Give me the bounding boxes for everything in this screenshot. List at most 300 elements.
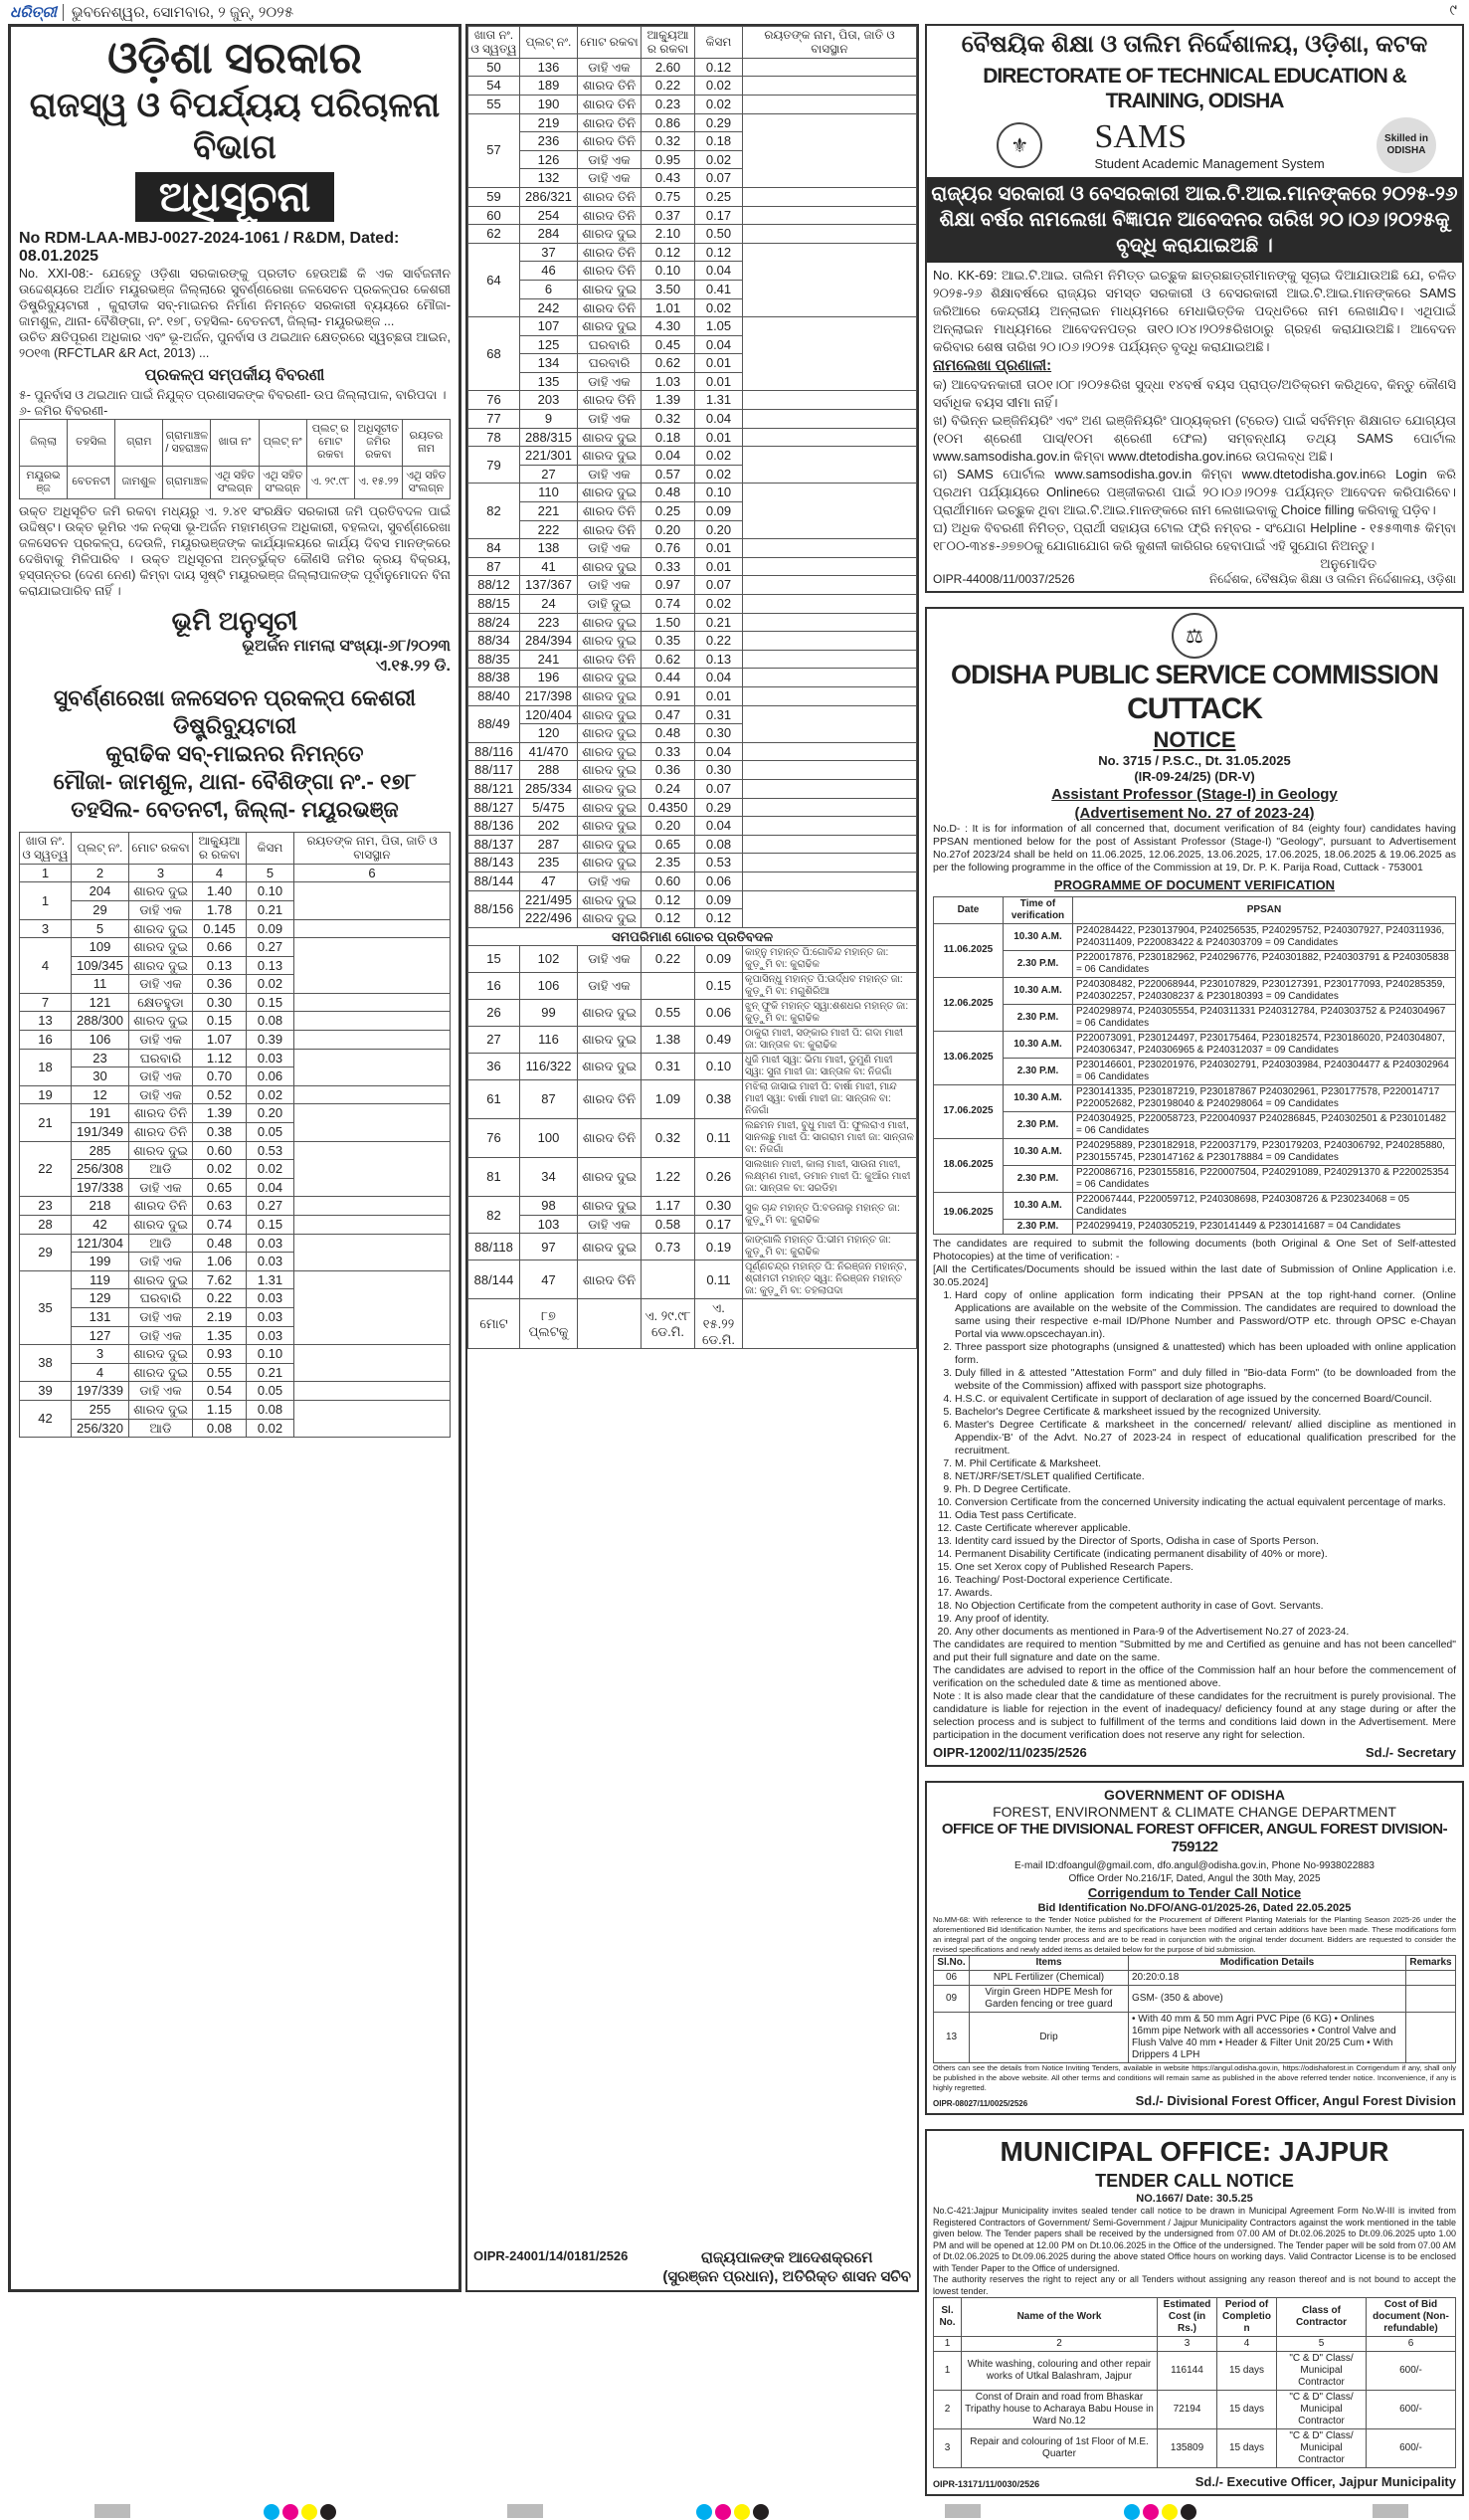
total-area: 0.30	[193, 993, 247, 1012]
plot-number: 126	[520, 150, 578, 169]
land-type: ଶାରଦ ତିନି	[578, 206, 642, 225]
khata-number: 19	[20, 1085, 72, 1104]
owner-details	[294, 1234, 451, 1270]
acquired-area: 0.30	[695, 1197, 743, 1216]
table-cell: "C & D" Class/ Municipal Contractor	[1277, 2429, 1367, 2468]
acquired-area: 0.11	[695, 1119, 743, 1158]
column-number: 6	[294, 864, 451, 882]
plot-number: 191	[72, 1104, 129, 1123]
owner-details	[743, 206, 917, 225]
ppsan-list: P240295889, P230182918, P220037179, P230179203, P240306792, P240285880, P230155745, P230147162 & P230178884 = 09 Candidates	[1073, 1138, 1456, 1165]
forest-corrigendum	[925, 1781, 1464, 2115]
table-row	[20, 1400, 451, 1419]
acquired-area: 0.04	[695, 669, 743, 687]
khata-number: 88/136	[468, 817, 520, 836]
acquired-area: 0.02	[695, 77, 743, 96]
land-type: ଶାରଦ ଦୁଇ	[578, 1054, 642, 1080]
plot-number: 102	[520, 946, 578, 973]
document-item: 4. H.S.C. or equivalent Certificate in support of declaration of age issued by the concerned Board/Council.	[955, 1393, 1456, 1406]
land-type: ଘରବାରି	[129, 1049, 193, 1067]
plot-number: 222/496	[520, 909, 578, 928]
owner-details	[294, 882, 451, 919]
acquired-area: 0.53	[695, 854, 743, 872]
plot-number: 189	[520, 77, 578, 96]
plot-number: 116	[520, 1027, 578, 1054]
table-cell	[1406, 1970, 1456, 1985]
ppsan-list: P220067444, P220059712, P240308698, P240308726 & P230234068 = 05 Candidates	[1073, 1192, 1456, 1219]
table-cell	[1406, 2012, 1456, 2062]
table-cell: 09	[934, 1985, 970, 2012]
table-row	[20, 1085, 451, 1104]
total-area: 0.18	[642, 428, 695, 447]
owner-details	[294, 1270, 451, 1344]
signatory: Sd./- Executive Officer, Jajpur Municipality	[1194, 2474, 1456, 2490]
land-type: ଶାରଦ ଦୁଇ	[578, 669, 642, 687]
total-area: 0.22	[642, 946, 695, 973]
khata-number: 26	[468, 1000, 520, 1027]
column-number: 6	[1367, 2337, 1456, 2352]
table-cell: NPL Fertilizer (Chemical)	[970, 1970, 1129, 1985]
column-header: ଅଧିସୂଚୀତ ଜମିର ରକବା	[354, 420, 402, 467]
table-row	[468, 613, 917, 632]
plot-number: 241	[520, 650, 578, 669]
document-item: 15. One set Xerox copy of Published Research Papers.	[955, 1561, 1456, 1574]
khata-number: 88/12	[468, 576, 520, 595]
total-area: 2.19	[193, 1307, 247, 1326]
acquired-area: 0.02	[695, 150, 743, 169]
khata-number: 38	[20, 1345, 72, 1382]
registration-gray-block	[507, 2504, 543, 2518]
plot-number: 29	[72, 900, 129, 919]
khata-number: 79	[468, 447, 520, 484]
registration-gray-block	[945, 2504, 981, 2518]
procedure-title: ନାମଲେଖା ପ୍ରଣାଳୀ:	[933, 357, 1052, 375]
column-header: ମୋଟ ରକବା	[129, 832, 193, 864]
total-area: 1.12	[193, 1049, 247, 1067]
ppsan-list: P230146601, P230201976, P240302791, P240303984, P240304477 & P240302964 = 06 Candidates	[1073, 1058, 1456, 1084]
table-row	[468, 391, 917, 410]
table-row	[468, 595, 917, 614]
table-row	[934, 2429, 1456, 2468]
total-area: 1.78	[193, 900, 247, 919]
khata-number: 76	[468, 1119, 520, 1158]
column-number: 3	[1158, 2337, 1217, 2352]
acquired-area: 0.38	[695, 1080, 743, 1119]
acquired-area: 0.03	[247, 1307, 294, 1326]
table-row	[468, 113, 917, 132]
column-header: ଖାତା ନଂ. ଓ ସ୍ୱତ୍ୱ	[20, 832, 72, 864]
plot-number: 125	[520, 335, 578, 354]
sams-logo: SAMS	[1094, 118, 1188, 156]
table-cell: ଏଥି ସହିତ ସଂଲଗ୍ନ	[402, 466, 450, 498]
total-area: ଏ. ୨୯.୯୮ ଡେ.ମି.	[642, 1299, 695, 1349]
plot-number: 131	[72, 1307, 129, 1326]
documents-note: [All the Certificates/Documents should be issued within the last date of Submission of Online Application i.e. 30.05.2024]	[933, 1262, 1456, 1288]
khata-number: 23	[20, 1197, 72, 1216]
column-header: Items	[970, 1955, 1129, 1970]
plot-number: 121	[72, 993, 129, 1012]
total-area: 1.38	[642, 1027, 695, 1054]
land-type: ଡାହି ଏକ	[129, 1178, 193, 1197]
document-item: 6. Master's Degree Certificate & marksheet in the concerned/ relevant/ allied discipline as mentioned in Appendix-'B' of the Advt. No.27 of 2023-24 in respect of educational qualification prescribed for the recruitment.	[955, 1419, 1456, 1457]
table-cell: Const of Drain and road from Bhaskar Tripathy house to Acharaya Babu House in Ward No.12	[962, 2391, 1158, 2429]
total-area: 0.73	[642, 1234, 695, 1260]
table-row	[468, 187, 917, 206]
schedule-row	[934, 977, 1456, 1004]
column-header: Sl.No.	[934, 1955, 970, 1970]
plot-number: 99	[520, 1000, 578, 1027]
table-row	[468, 761, 917, 780]
corrigendum-paragraph: No.MM-68: With reference to the Tender Notice published for the Procurement of Different Planting Materials for the Planting Season 2025-26 under the aforementioned Bid Identification Number, the items and specifications have been modified and certain additions have been made. These modifications form an integral part of the ongoing tender process and are to be read in conjunction with the original tender document. Bidders are requested to consider the revised specifications and newly added items as detailed below for the purpose of bid submission.	[933, 1914, 1456, 1954]
total-area: 0.47	[642, 705, 695, 724]
land-type: ଶାରଦ ଦୁଇ	[129, 919, 193, 938]
table-cell: 2	[934, 2391, 962, 2429]
table-cell: 13	[934, 2012, 970, 2062]
land-type: ଶାରଦ ତିନି	[578, 298, 642, 317]
column-header: ଖାତା ନଂ	[211, 420, 259, 467]
schedule-title: ଭୂମି ଅନୁସୂଚୀ	[171, 605, 298, 636]
total-area: 0.54	[193, 1382, 247, 1401]
oipr-number: OIPR-12002/11/0235/2526	[933, 1744, 1087, 1760]
land-type: ଶାରଦ ଦୁଇ	[578, 1234, 642, 1260]
land-type: ଶାରଦ ଦୁଇ	[129, 956, 193, 975]
acquired-area: 0.27	[247, 938, 294, 957]
schedule-row	[934, 1111, 1456, 1138]
khata-number: 3	[20, 919, 72, 938]
khata-number: 59	[468, 187, 520, 206]
verification-date: 17.06.2025	[934, 1084, 1004, 1138]
ppsan-list: P240304925, P220058723, P220040937 P240286845, P240302501 & P230101482 = 06 Candidates	[1073, 1111, 1456, 1138]
verification-time: 2.30 P.M.	[1004, 1165, 1073, 1192]
land-type: ଶାରଦ ଦୁଇ	[578, 280, 642, 298]
verification-time: 2.30 P.M.	[1004, 1004, 1073, 1031]
land-type: ଡାହି ଏକ	[578, 539, 642, 558]
khata-number: 88/121	[468, 779, 520, 798]
acquired-area: 0.02	[695, 298, 743, 317]
ppsan-list: P220017876, P230182962, P240296776, P240301882, P240303791 & P240305838 = 06 Candidates	[1073, 950, 1456, 977]
signatory-line: ରାଜ୍ୟପାଳଙ୍କ ଆଦେଶକ୍ରମେ	[700, 2249, 873, 2266]
land-type: ଘରବାରି	[129, 1289, 193, 1308]
plot-number: 197/338	[72, 1178, 129, 1197]
land-type: ଡାହି ଏକ	[578, 946, 642, 973]
acquired-area: 0.20	[695, 520, 743, 539]
approved-label: ଅନୁମୋଦିତ	[1320, 556, 1377, 572]
section-item: ୫- ପୁନର୍ବାସ ଓ ଥଇଥାନ ପାଇଁ ନିଯୁକ୍ତ ପ୍ରଶାସକଙ୍କ ବିବରଣୀ- ଉପ ଜିଲ୍ଲାପାଳ, ବାରିପଦା ।	[19, 388, 447, 402]
land-type: ଶାରଦ ଦୁଇ	[129, 1345, 193, 1364]
acquired-area: 0.20	[247, 1104, 294, 1123]
logo-text: Skilled in ODISHA	[1384, 133, 1428, 157]
land-type: ଶାରଦ ଦୁଇ	[578, 613, 642, 632]
owner-details	[743, 632, 917, 651]
khata-number: 82	[468, 1197, 520, 1234]
owner-details	[743, 835, 917, 854]
total-area: 0.76	[642, 539, 695, 558]
acquired-area: 0.10	[695, 484, 743, 502]
plot-number: 121/304	[72, 1234, 129, 1253]
plot-number: 12	[72, 1085, 129, 1104]
case-area: ଏ.୧୫.୨୨ ଡି.	[375, 657, 451, 675]
acquired-area: 0.06	[695, 1000, 743, 1027]
plot-number: 197/339	[72, 1382, 129, 1401]
plot-number: 120	[520, 724, 578, 743]
total-area: 0.62	[642, 650, 695, 669]
column-header: ପ୍ଲଟ୍ ନଂ	[259, 420, 306, 467]
table-cell: 135809	[1158, 2429, 1217, 2468]
document-item: 11. Odia Test pass Certificate.	[955, 1509, 1456, 1522]
registration-dot	[320, 2504, 336, 2520]
table-row	[468, 1080, 917, 1119]
table-cell: ଏ. ୨୯.୯୮	[306, 466, 354, 498]
total-area: 1.50	[642, 613, 695, 632]
khata-number: 88/24	[468, 613, 520, 632]
bid-identification: Bid Identification No.DFO/ANG-01/2025-26, Dated 22.05.2025	[1037, 1901, 1352, 1914]
verification-date: 19.06.2025	[934, 1192, 1004, 1234]
khata-number: 88/127	[468, 798, 520, 817]
verification-time: 2.30 P.M.	[1004, 950, 1073, 977]
table-row	[20, 1270, 451, 1289]
owner-details	[743, 613, 917, 632]
owner-details	[743, 798, 917, 817]
acquired-area: 0.09	[247, 919, 294, 938]
owner-details: ମଝିଲା ଜାସାଇ ମାଝୀ ପି: ବାର୍ଷା ମାଝୀ, ମାନ୍ଦ ମାଝୀ ସ୍ୱା: ବାର୍ଷା ମାଝୀ ଜା: ସାନ୍ତାଳ ବା: ନିଜଗାଁ	[743, 1080, 917, 1119]
table-row	[468, 1234, 917, 1260]
total-area: 0.70	[193, 1067, 247, 1086]
khata-number: 81	[468, 1158, 520, 1197]
total-area: 0.37	[642, 206, 695, 225]
table-row	[468, 1027, 917, 1054]
notice-heading: NOTICE	[1153, 726, 1236, 752]
table-row	[468, 1119, 917, 1158]
total-area: 1.40	[193, 882, 247, 901]
total-area: 7.62	[193, 1270, 247, 1289]
owner-details	[294, 1141, 451, 1197]
total-area: 0.25	[642, 502, 695, 521]
khata-number: 76	[468, 391, 520, 410]
table-row	[468, 484, 917, 502]
table-cell: 600/-	[1367, 2391, 1456, 2429]
table-cell: 15 days	[1217, 2352, 1277, 2391]
owner-details	[743, 761, 917, 780]
procedure-item: ଗ) SAMS ପୋର୍ଟାଲ www.samsodisha.gov.in କିମ୍ବା www.dtetodisha.gov.inରେ Login କରି ପ୍ରଥମ ପର୍ଯ୍ୟାୟରେ Onlineରେ ପଞ୍ଜୀକରଣ ପାଇଁ ୨୦।୦୬।୨୦୨୫ ପର୍ଯ୍ୟନ୍ତ ଆବେଦନ କରିପାରିବେ। ପ୍ରାର୍ଥୀମାନେ ଇଚ୍ଛୁକ ଥିବା ଆଇ.ଟି.ଆଇ.ମାନଙ୍କରେ ନାମ ଲେଖାଇବାକୁ Choice filling କରିବାକୁ ପଡ଼ିବ।	[933, 467, 1456, 518]
registration-dot	[264, 2504, 279, 2520]
total-blank	[743, 1299, 917, 1349]
plot-number: 285	[72, 1141, 129, 1160]
land-type: ଆଡି	[129, 1234, 193, 1253]
column-header: ମୋଟ ରକବା	[578, 27, 642, 59]
registration-gray-block	[1373, 2504, 1408, 2518]
tender-paragraph: No.C-421:Jajpur Municipality invites sealed tender call notice to be drawn in Municipal Agreement Form No.W-III is invited from Registered Contractors of Government/ Semi-Government / Jajpur Municipality Contractors against the work mentioned in the table given below. The Tender papers shall be received by the undersigned from 07.00 AM of Dt.02.06.2025 to Dt.09.06.2025 upto 1.00 PM and will be opened at 12.00 PM on Dt.10.06.2025 in the Office of the undersigned. The Tender paper will be sold from 07.00 AM of Dt.02.06.2025 to Dt.09.06.2025 during the above stated Office hours on working days. Valid Contractor License is to be enclosed with Tender Paper to the Office of undersigned.	[933, 2206, 1456, 2273]
registration-gray-block	[94, 2504, 130, 2518]
table-row	[20, 1031, 451, 1050]
acquired-area: 0.13	[695, 650, 743, 669]
table-row	[468, 243, 917, 262]
owner-details	[294, 1345, 451, 1382]
owner-details: କୃପାସିନ୍ଧୁ ମହାନ୍ତ ପି:ଉର୍ଦ୍ଧବ ମହାନ୍ତ ଜା: କୁଡ଼ୁମି ବା: ମଗୁଶିରିଆ	[743, 973, 917, 1000]
ppsan-list: P240299419, P240305219, P230141449 & P230141687 = 04 Candidates	[1073, 1219, 1456, 1234]
plot-number: 221/495	[520, 890, 578, 909]
case-number: ଭୂଅର୍ଜନ ମାମଲା ସଂଖ୍ୟା-୬୮/୨୦୨୩	[242, 637, 451, 655]
owner-details	[743, 391, 917, 410]
khata-number: 77	[468, 410, 520, 429]
total-area: 0.93	[193, 1345, 247, 1364]
owner-details	[294, 1104, 451, 1141]
plot-number: 203	[520, 391, 578, 410]
table-row	[468, 447, 917, 466]
notification-title: ଅଧିସୂଚନା	[135, 172, 335, 222]
owner-details	[743, 669, 917, 687]
registration-dot	[282, 2504, 298, 2520]
total-area: 1.17	[642, 1197, 695, 1216]
plot-number: 30	[72, 1067, 129, 1086]
plot-number: 202	[520, 817, 578, 836]
tender-disclaimer: The authority reserves the right to reject any or all Tenders without assigning any reason thereof and is not bound to accept the lowest tender.	[933, 2274, 1456, 2296]
land-type: ଡାହି ଏକ	[129, 900, 193, 919]
signatory: ନିର୍ଦ୍ଦେଶକ, ବୈଷୟିକ ଶିକ୍ଷା ଓ ତାଲିମ ନିର୍ଦ୍ଦେଶାଳୟ, ଓଡ଼ିଶା	[1208, 572, 1456, 587]
verification-time: 2.30 P.M.	[1004, 1111, 1073, 1138]
document-item: 3. Duly filled in & attested "Attestation Form" and duly filled in "Bio-data Form" (to be downloaded from the website of the Commission) affixed with passport size photographs.	[955, 1367, 1456, 1393]
table-row	[20, 1141, 451, 1160]
acquired-area: 0.17	[695, 206, 743, 225]
sams-subtitle: Student Academic Management System	[1094, 156, 1325, 172]
acquired-area: 0.01	[695, 686, 743, 705]
land-type: ଶାରଦ ତିନି	[578, 113, 642, 132]
total-area: 4.30	[642, 317, 695, 336]
table-row	[468, 872, 917, 890]
document-item: 19. Any proof of identity.	[955, 1613, 1456, 1626]
land-type: ଶାରଦ ତିନି	[129, 1197, 193, 1216]
total-area: 3.50	[642, 280, 695, 298]
land-type: ଶାରଦ ଦୁଇ	[578, 557, 642, 576]
land-type: ଡାହି ଏକ	[129, 1031, 193, 1050]
oipr-number: OIPR-13171/11/0030/2526	[933, 2479, 1040, 2490]
total-area: 0.10	[642, 262, 695, 281]
khata-number: 78	[468, 428, 520, 447]
acquired-area: 0.27	[247, 1197, 294, 1216]
plot-number: 284/394	[520, 632, 578, 651]
table-row	[20, 1012, 451, 1031]
owner-details: ପୂର୍ଣ୍ଣଚନ୍ଦ୍ର ମହାନ୍ତ ପି: ନିରଞ୍ଜନ ମହାନ୍ତ, ଶ୍ରୀମତୀ ମହାନ୍ତ ସ୍ୱା: ନିରଞ୍ଜନ ମହାନ୍ତ ଜା: କୁଡ଼ୁମି ବା: ତହଲାପଦା	[743, 1260, 917, 1299]
total-area: 0.23	[642, 95, 695, 113]
total-area: 1.03	[642, 372, 695, 391]
govt-title: ଓଡ଼ିଶା ସରକାର	[107, 34, 362, 83]
municipal-tender-notice	[925, 2129, 1464, 2497]
office-title: OFFICE OF THE DIVISIONAL FOREST OFFICER, ANGUL FOREST DIVISION- 759122	[941, 1820, 1448, 1855]
column-header: ରୟତର ନାମ	[402, 420, 450, 467]
table-row	[934, 2352, 1456, 2391]
total-area: 0.97	[642, 576, 695, 595]
total-area: 0.60	[193, 1141, 247, 1160]
owner-details	[294, 919, 451, 938]
revenue-notification	[8, 24, 461, 2292]
total-area: 0.58	[642, 1215, 695, 1234]
acquired-area: 0.15	[247, 1216, 294, 1235]
khata-number: 88/144	[468, 1260, 520, 1299]
ppsan-list: P230141335, P230187219, P230187867 P240302961, P230177578, P220014717 P220052682, P230198040 & P240298064 = 09 Candidates	[1073, 1084, 1456, 1111]
total-area: 2.35	[642, 854, 695, 872]
table-row	[468, 539, 917, 558]
acquired-area: 0.02	[247, 1085, 294, 1104]
verification-time: 2.30 P.M.	[1004, 1058, 1073, 1084]
owner-details	[294, 1031, 451, 1050]
schedule-row	[934, 1031, 1456, 1058]
newspaper-logo: ଧରିତ୍ରୀ	[10, 4, 64, 21]
table-row	[468, 798, 917, 817]
table-cell: 72194	[1158, 2391, 1217, 2429]
plot-number: 137/367	[520, 576, 578, 595]
total-area: 1.35	[193, 1326, 247, 1345]
owner-details	[743, 595, 917, 614]
document-item: 14. Permanent Disability Certificate (indicating permanent disability of 40% or more).	[955, 1548, 1456, 1561]
acquired-area: 0.19	[695, 1234, 743, 1260]
section-heading: ପ୍ରକଳ୍ପ ସମ୍ପର୍କୀୟ ବିବରଣୀ	[144, 367, 325, 384]
khata-number: 1	[20, 882, 72, 919]
acquired-area: 0.21	[695, 613, 743, 632]
plot-number: 24	[520, 595, 578, 614]
acquired-area: 0.08	[695, 835, 743, 854]
acquired-area: 0.06	[695, 872, 743, 890]
acquired-area: 0.03	[247, 1289, 294, 1308]
total-area: 0.12	[642, 890, 695, 909]
acquired-area: 0.09	[695, 946, 743, 973]
acquired-area: 0.07	[695, 779, 743, 798]
land-type: କ୍ଷେତହୁଡା	[129, 993, 193, 1012]
khata-number: 61	[468, 1080, 520, 1119]
khata-number: 35	[20, 1270, 72, 1344]
total-area: 0.04	[642, 447, 695, 466]
khata-number: 88/156	[468, 890, 520, 927]
opsc-title: ODISHA PUBLIC SERVICE COMMISSION	[950, 660, 1439, 690]
acquired-area: 0.07	[695, 169, 743, 188]
schedule-row	[934, 1138, 1456, 1165]
land-type: ଶାରଦ ଦୁଇ	[578, 761, 642, 780]
owner-details	[743, 817, 917, 836]
khata-number: 21	[20, 1104, 72, 1141]
total-area: 0.66	[193, 938, 247, 957]
registration-dot	[715, 2504, 731, 2520]
land-type: ଡାହି ଏକ	[578, 58, 642, 77]
column-number: 1	[20, 864, 72, 882]
paragraph: ଉକ୍ତ ଅଧିସୂଚିତ ଜମି ରକବା ମଧ୍ୟରୁ ଏ. ୨.୪୧ ସଂରକ୍ଷିତ ସରକାରୀ ଜମି ପ୍ରତିବଦଳ ପାଇଁ ଉଦ୍ଦିଷ୍ଟ। ଉକ୍ତ ଭୂମିର ଏକ ନକ୍ସା ଭୂ-ଅର୍ଜନ ମହାମଣ୍ଡଳ ଅଧିକାରୀ, ବହଲଦା, ସୁବର୍ଣ୍ଣରେଖା ଜଳସେଚନ ପ୍ରକଳ୍ପ, ଦେଉଳି, ମୟୂରଭଞ୍ଜଙ୍କ କାର୍ଯ୍ୟାଳୟରେ କାର୍ଯ୍ୟ ଦିବସ ମାନଙ୍କରେ ଦେଖିବାକୁ ମିଳିପାରିବ । ଉକ୍ତ ଅଧିସୂଚନା ଅନ୍ତର୍ଭୁକ୍ତ କୌଣସି ଜମିର କ୍ରୟ ବିକ୍ରୟ, ହସ୍ତାନ୍ତର (ଦେଣ ନେଣ) କିମ୍ବା ଦାୟ ସୃଷ୍ଟି ମୟୂରଭଞ୍ଜ ଜିଲ୍ଲାପାଳଙ୍କ ପୂର୍ବାନୁମୋଦନ ବିନା କରାଯାଇପାରିବ ନାହିଁ ।	[19, 503, 451, 598]
column-number: 2	[962, 2337, 1158, 2352]
land-type: ଶାରଦ ଦୁଇ	[129, 1012, 193, 1031]
dte-advertisement	[925, 24, 1464, 593]
khata-number: 88/144	[468, 872, 520, 890]
total-area: 0.36	[642, 761, 695, 780]
table-row	[20, 1382, 451, 1401]
verification-time: 10.30 A.M.	[1004, 977, 1073, 1004]
acquired-area: 0.12	[695, 58, 743, 77]
land-type: ଡାହି ଏକ	[129, 1307, 193, 1326]
schedule-row	[934, 1058, 1456, 1084]
acquired-area: 0.53	[247, 1141, 294, 1160]
signatory: Sd./- Divisional Forest Officer, Angul Forest Division	[1135, 2092, 1456, 2108]
table-cell: Drip	[970, 2012, 1129, 2062]
column-number: 5	[247, 864, 294, 882]
acquired-area: 0.30	[695, 761, 743, 780]
land-type: ଶାରଦ ତିନି	[578, 520, 642, 539]
owner-details: ଲଛମନ ମାଝୀ, ବୁଧୁ ମାଝୀ ପି: ଫୁଲରାଏ ମାଝୀ, ସାନଲଛୁ ମାଝୀ ପି: ସାଗରାମ ମାଝୀ ଜା: ସାନ୍ତାଳ ବା: ନିଜଗାଁ	[743, 1119, 917, 1158]
verification-schedule-table	[933, 896, 1456, 1235]
reference-number: No RDM-LAA-MBJ-0027-2024-1061 / R&DM, Dated: 08.01.2025	[19, 230, 400, 265]
land-type: ଶାରଦ ଦୁଇ	[578, 890, 642, 909]
advertisement-number: (Advertisement No. 27 of 2023-24)	[1074, 804, 1315, 822]
govt-line: GOVERNMENT OF ODISHA	[1103, 1786, 1285, 1803]
owner-details: କାହ୍ନୁ ମହାନ୍ତ ପି:ଗୋବିନ୍ଦ ମହାନ୍ତ ଜା: କୁଡ଼ୁମି ବା: କୁରାଢିକ	[743, 946, 917, 973]
acquired-area: 0.41	[695, 280, 743, 298]
land-type: ଘରବାରି	[578, 354, 642, 373]
plot-number: 219	[520, 113, 578, 132]
odisha-emblem-icon: ⚜	[997, 122, 1042, 168]
